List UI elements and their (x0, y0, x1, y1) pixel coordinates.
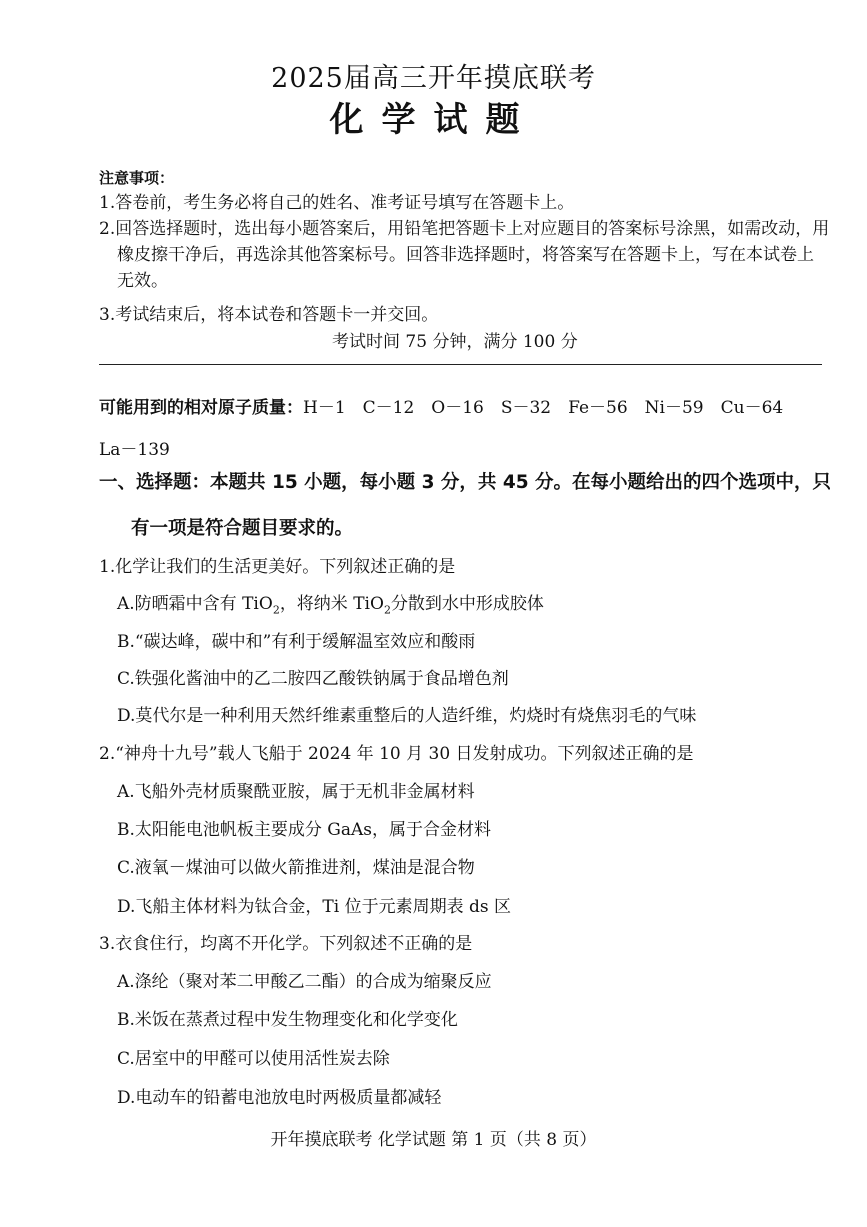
atomic-mass-values: H－1 C－12 O－16 S－32 Fe－56 Ni－59 Cu－64 (303, 398, 784, 418)
exam-title: 2025届高三开年摸底联考 (271, 63, 596, 94)
option-a-text-1: A.防晒霜中含有 TiO (117, 594, 273, 614)
subscript: 2 (383, 603, 391, 617)
notice-heading: 注意事项： (99, 169, 175, 187)
option-a-text-3: 分散到水中形成胶体 (390, 594, 544, 614)
notice-item-3: 3.考试结束后，将本试卷和答题卡一并交回。 (99, 305, 439, 325)
notice-item-1: 1.答卷前，考生务必将自己的姓名、准考证号填写在答题卡上。 (99, 193, 575, 213)
question-2-option-d: D.飞船主体材料为钛合金，Ti 位于元素周期表 ds 区 (117, 897, 512, 917)
question-3-option-c: C.居室中的甲醛可以使用活性炭去除 (117, 1049, 390, 1069)
question-1-option-c: C.铁强化酱油中的乙二胺四乙酸铁钠属于食品增色剂 (117, 669, 509, 689)
question-1-stem: 1.化学让我们的生活更美好。下列叙述正确的是 (99, 557, 456, 577)
question-3-option-d: D.电动车的铅蓄电池放电时两极质量都减轻 (117, 1088, 442, 1108)
atomic-mass-line-2: La－139 (99, 440, 170, 460)
question-1-option-a (117, 594, 544, 617)
question-3-option-a: A.涤纶（聚对苯二甲酸乙二酯）的合成为缩聚反应 (117, 972, 492, 992)
question-1-option-d: D.莫代尔是一种利用天然纤维素重整后的人造纤维，灼烧时有烧焦羽毛的气味 (117, 706, 697, 726)
subject-title: 化学试题 (329, 100, 538, 140)
section-1-heading-line-1: 一、选择题：本题共 15 小题，每小题 3 分，共 45 分。在每小题给出的四个选项中，只 (99, 472, 832, 493)
divider-line (99, 364, 822, 365)
section-1-heading-line-2: 有一项是符合题目要求的。 (131, 518, 354, 539)
question-2-stem: 2.“神舟十九号”载人飞船于 2024 年 10 月 30 日发射成功。下列叙述正确的是 (99, 744, 694, 764)
notice-item-2-line-2: 橡皮擦干净后，再选涂其他答案标号。回答非选择题时，将答案写在答题卡上，写在本试卷上 (117, 245, 814, 265)
question-1-option-b: B.“碳达峰，碳中和”有利于缓解温室效应和酸雨 (117, 632, 476, 652)
question-3-option-b: B.米饭在蒸煮过程中发生物理变化和化学变化 (117, 1010, 458, 1030)
page-footer: 开年摸底联考 化学试题 第 1 页（共 8 页） (270, 1130, 597, 1150)
notice-item-2-line-3: 无效。 (117, 271, 168, 291)
question-3-stem: 3.衣食住行，均离不开化学。下列叙述不正确的是 (99, 934, 473, 954)
question-2-option-b: B.太阳能电池帆板主要成分 GaAs，属于合金材料 (117, 820, 492, 840)
notice-item-2-line-1: 2.回答选择题时，选出每小题答案后，用铅笔把答题卡上对应题目的答案标号涂黑，如需改动，用 (99, 219, 830, 239)
exam-info: 考试时间 75 分钟，满分 100 分 (332, 332, 578, 352)
question-2-option-a: A.飞船外壳材质聚酰亚胺，属于无机非金属材料 (117, 782, 475, 802)
question-2-option-c: C.液氧－煤油可以做火箭推进剂，煤油是混合物 (117, 858, 475, 878)
atomic-mass-label: 可能用到的相对原子质量： (99, 398, 303, 418)
option-a-text-2: ，将纳米 TiO (279, 594, 384, 614)
atomic-mass-line-1 (99, 398, 783, 418)
subscript: 2 (272, 603, 280, 617)
